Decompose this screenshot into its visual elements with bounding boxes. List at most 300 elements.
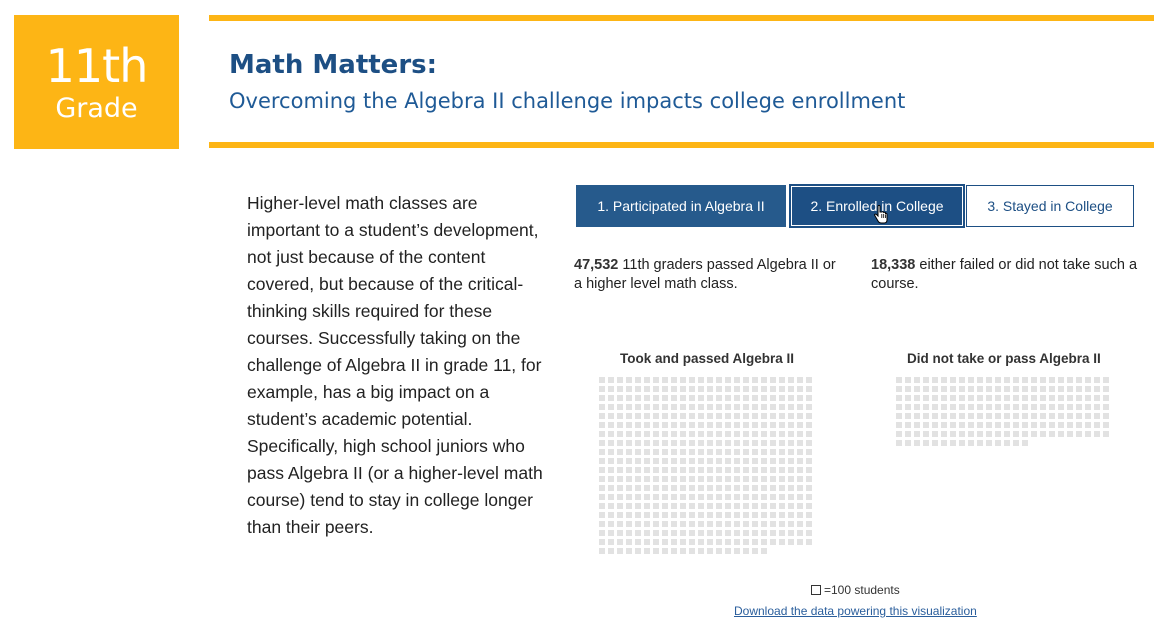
- waffle-square: [698, 377, 704, 383]
- waffle-square: [599, 512, 605, 518]
- tab-participated-algebra[interactable]: 1. Participated in Algebra II: [576, 185, 786, 227]
- waffle-square: [743, 467, 749, 473]
- waffle-square: [662, 530, 668, 536]
- waffle-square: [914, 422, 920, 428]
- waffle-square: [662, 503, 668, 509]
- waffle-square: [788, 431, 794, 437]
- waffle-square: [770, 422, 776, 428]
- waffle-square: [1004, 395, 1010, 401]
- waffle-square: [653, 512, 659, 518]
- waffle-square: [896, 413, 902, 419]
- waffle-square: [1040, 431, 1046, 437]
- waffle-square: [626, 395, 632, 401]
- waffle-square: [707, 539, 713, 545]
- waffle-square: [617, 431, 623, 437]
- waffle-square: [743, 440, 749, 446]
- waffle-square: [725, 467, 731, 473]
- waffle-square: [662, 440, 668, 446]
- waffle-square: [725, 548, 731, 554]
- waffle-square: [707, 449, 713, 455]
- waffle-square: [932, 431, 938, 437]
- waffle-square: [977, 386, 983, 392]
- waffle-square: [662, 548, 668, 554]
- waffle-square: [662, 386, 668, 392]
- waffle-square: [779, 476, 785, 482]
- waffle-square: [698, 467, 704, 473]
- waffle-square: [905, 431, 911, 437]
- waffle-square: [653, 548, 659, 554]
- waffle-square: [788, 386, 794, 392]
- waffle-square: [635, 503, 641, 509]
- waffle-square: [1013, 413, 1019, 419]
- waffle-square: [770, 494, 776, 500]
- waffle-square: [761, 494, 767, 500]
- waffle-square: [680, 521, 686, 527]
- waffle-square: [797, 458, 803, 464]
- waffle-square: [707, 440, 713, 446]
- waffle-square: [941, 431, 947, 437]
- waffle-square: [770, 503, 776, 509]
- waffle-square: [923, 386, 929, 392]
- waffle-square: [671, 449, 677, 455]
- waffle-square: [617, 503, 623, 509]
- waffle-square: [779, 449, 785, 455]
- waffle-square: [644, 503, 650, 509]
- waffle-square: [770, 386, 776, 392]
- waffle-square: [725, 404, 731, 410]
- waffle-square: [725, 395, 731, 401]
- waffle-square: [752, 413, 758, 419]
- waffle-square: [779, 377, 785, 383]
- waffle-square: [905, 395, 911, 401]
- waffle-square: [734, 539, 740, 545]
- waffle-square: [599, 386, 605, 392]
- waffle-square: [725, 512, 731, 518]
- waffle-square: [752, 539, 758, 545]
- waffle-square: [626, 539, 632, 545]
- waffle-square: [599, 530, 605, 536]
- waffle-square: [1004, 404, 1010, 410]
- waffle-square: [644, 539, 650, 545]
- waffle-square: [716, 476, 722, 482]
- waffle-square: [707, 467, 713, 473]
- waffle-square: [950, 440, 956, 446]
- waffle-square: [599, 449, 605, 455]
- waffle-square: [905, 386, 911, 392]
- waffle-square: [617, 386, 623, 392]
- waffle-square: [932, 422, 938, 428]
- waffle-square: [905, 422, 911, 428]
- legend-square-icon: [811, 585, 821, 595]
- waffle-square: [752, 458, 758, 464]
- waffle-square: [716, 395, 722, 401]
- waffle-square: [788, 494, 794, 500]
- waffle-square: [653, 404, 659, 410]
- waffle-square: [941, 422, 947, 428]
- waffle-square: [1067, 386, 1073, 392]
- waffle-square: [1031, 422, 1037, 428]
- waffle-square: [905, 404, 911, 410]
- waffle-square: [743, 503, 749, 509]
- waffle-square: [1067, 404, 1073, 410]
- waffle-square: [761, 386, 767, 392]
- waffle-square: [707, 377, 713, 383]
- waffle-square: [608, 521, 614, 527]
- waffle-square: [1067, 377, 1073, 383]
- waffle-square: [653, 539, 659, 545]
- waffle-square: [968, 386, 974, 392]
- waffle-square: [635, 458, 641, 464]
- waffle-square: [635, 530, 641, 536]
- tab-enrolled-college[interactable]: 2. Enrolled in College: [790, 185, 964, 227]
- waffle-square: [599, 485, 605, 491]
- waffle-square: [644, 467, 650, 473]
- waffle-square: [995, 440, 1001, 446]
- waffle-square: [995, 395, 1001, 401]
- waffle-square: [626, 548, 632, 554]
- waffle-square: [644, 440, 650, 446]
- waffle-square: [1013, 431, 1019, 437]
- waffle-square: [986, 395, 992, 401]
- waffle-square: [761, 539, 767, 545]
- waffle-square: [779, 440, 785, 446]
- waffle-square: [635, 494, 641, 500]
- waffle-square: [653, 494, 659, 500]
- waffle-square: [1076, 386, 1082, 392]
- waffle-square: [707, 395, 713, 401]
- waffle-square: [671, 404, 677, 410]
- waffle-square: [950, 431, 956, 437]
- waffle-square: [707, 521, 713, 527]
- waffle-square: [617, 404, 623, 410]
- header-top-rule: [209, 15, 1154, 21]
- waffle-square: [788, 467, 794, 473]
- waffle-square: [1013, 440, 1019, 446]
- waffle-square: [1103, 395, 1109, 401]
- waffle-square: [1094, 377, 1100, 383]
- waffle-square: [644, 404, 650, 410]
- waffle-square: [752, 449, 758, 455]
- waffle-square: [779, 422, 785, 428]
- waffle-square: [716, 530, 722, 536]
- waffle-square: [752, 404, 758, 410]
- waffle-square: [797, 449, 803, 455]
- waffle-square: [770, 476, 776, 482]
- waffle-square: [905, 413, 911, 419]
- waffle-square: [977, 377, 983, 383]
- waffle-square: [788, 422, 794, 428]
- stat-passed-text: 11th graders passed Algebra II or a higher level math class.: [574, 257, 836, 292]
- waffle-square: [761, 548, 767, 554]
- waffle-square: [743, 476, 749, 482]
- waffle-square: [1004, 413, 1010, 419]
- waffle-square: [788, 377, 794, 383]
- waffle-square: [1103, 413, 1109, 419]
- waffle-square: [716, 440, 722, 446]
- waffle-square: [743, 521, 749, 527]
- waffle-square: [608, 449, 614, 455]
- hand-pointer-icon: [873, 205, 889, 225]
- waffle-square: [797, 512, 803, 518]
- waffle-square: [752, 467, 758, 473]
- waffle-square: [986, 413, 992, 419]
- waffle-square: [923, 440, 929, 446]
- waffle-square: [788, 521, 794, 527]
- waffle-square: [671, 440, 677, 446]
- waffle-square: [698, 413, 704, 419]
- waffle-square: [635, 422, 641, 428]
- waffle-square: [680, 485, 686, 491]
- waffle-square: [635, 431, 641, 437]
- waffle-square: [806, 413, 812, 419]
- waffle-square: [689, 458, 695, 464]
- waffle-square: [797, 530, 803, 536]
- waffle-square: [725, 386, 731, 392]
- waffle-square: [779, 431, 785, 437]
- waffle-square: [707, 386, 713, 392]
- waffle-square: [653, 530, 659, 536]
- waffle-square: [788, 413, 794, 419]
- waffle-square: [1094, 413, 1100, 419]
- waffle-square: [707, 503, 713, 509]
- waffle-square: [752, 422, 758, 428]
- waffle-square: [716, 512, 722, 518]
- waffle-square: [761, 530, 767, 536]
- waffle-square: [626, 377, 632, 383]
- waffle-square: [617, 467, 623, 473]
- waffle-square: [644, 548, 650, 554]
- waffle-square: [689, 476, 695, 482]
- waffle-square: [1013, 386, 1019, 392]
- waffle-square: [1076, 377, 1082, 383]
- waffle-square: [788, 476, 794, 482]
- waffle-square: [608, 503, 614, 509]
- waffle-square: [968, 395, 974, 401]
- waffle-square: [743, 431, 749, 437]
- waffle-square: [680, 449, 686, 455]
- waffle-square: [608, 494, 614, 500]
- waffle-square: [968, 431, 974, 437]
- waffle-square: [797, 377, 803, 383]
- waffle-square: [1040, 395, 1046, 401]
- waffle-square: [689, 395, 695, 401]
- waffle-square: [761, 431, 767, 437]
- waffle-square: [653, 413, 659, 419]
- waffle-square: [959, 422, 965, 428]
- waffle-square: [689, 539, 695, 545]
- waffle-square: [599, 467, 605, 473]
- waffle-square: [635, 386, 641, 392]
- waffle-square: [1049, 395, 1055, 401]
- waffle-square: [725, 494, 731, 500]
- waffle-square: [734, 386, 740, 392]
- waffle-square: [1058, 422, 1064, 428]
- waffle-square: [725, 431, 731, 437]
- waffle-square: [689, 413, 695, 419]
- waffle-square: [797, 503, 803, 509]
- waffle-square: [1004, 440, 1010, 446]
- waffle-square: [941, 404, 947, 410]
- waffle-square: [995, 413, 1001, 419]
- waffle-square: [1013, 404, 1019, 410]
- waffle-square: [734, 512, 740, 518]
- waffle-square: [1058, 386, 1064, 392]
- waffle-right-title: Did not take or pass Algebra II: [907, 351, 1101, 366]
- waffle-square: [1004, 386, 1010, 392]
- waffle-square: [608, 413, 614, 419]
- waffle-square: [608, 386, 614, 392]
- waffle-square: [1022, 422, 1028, 428]
- waffle-square: [1049, 404, 1055, 410]
- waffle-square: [599, 422, 605, 428]
- waffle-square: [617, 377, 623, 383]
- waffle-square: [698, 395, 704, 401]
- waffle-square: [653, 440, 659, 446]
- waffle-square: [806, 404, 812, 410]
- waffle-square: [734, 395, 740, 401]
- waffle-square: [653, 521, 659, 527]
- waffle-square: [914, 440, 920, 446]
- waffle-square: [797, 476, 803, 482]
- waffle-square: [608, 377, 614, 383]
- waffle-square: [770, 485, 776, 491]
- waffle-square: [914, 431, 920, 437]
- waffle-square: [626, 485, 632, 491]
- waffle-square: [734, 422, 740, 428]
- waffle-square: [806, 386, 812, 392]
- waffle-square: [1076, 404, 1082, 410]
- legend: [811, 583, 900, 597]
- waffle-square: [680, 530, 686, 536]
- waffle-square: [896, 395, 902, 401]
- waffle-square: [932, 440, 938, 446]
- waffle-square: [698, 503, 704, 509]
- waffle-square: [617, 395, 623, 401]
- waffle-square: [896, 404, 902, 410]
- waffle-square: [734, 476, 740, 482]
- waffle-square: [1076, 413, 1082, 419]
- waffle-square: [1040, 413, 1046, 419]
- waffle-square: [689, 467, 695, 473]
- waffle-square: [734, 404, 740, 410]
- waffle-square: [734, 377, 740, 383]
- waffle-square: [977, 404, 983, 410]
- waffle-square: [1094, 395, 1100, 401]
- waffle-square: [698, 521, 704, 527]
- waffle-square: [662, 395, 668, 401]
- waffle-square: [671, 494, 677, 500]
- waffle-square: [725, 485, 731, 491]
- waffle-square: [635, 440, 641, 446]
- waffle-square: [779, 386, 785, 392]
- waffle-square: [599, 440, 605, 446]
- waffle-square: [617, 530, 623, 536]
- waffle-square: [797, 521, 803, 527]
- waffle-square: [707, 422, 713, 428]
- waffle-square: [986, 386, 992, 392]
- waffle-square: [1049, 377, 1055, 383]
- waffle-square: [986, 440, 992, 446]
- waffle-square: [1031, 395, 1037, 401]
- waffle-square: [716, 521, 722, 527]
- waffle-square: [905, 377, 911, 383]
- download-data-link[interactable]: Download the data powering this visualization: [734, 604, 977, 618]
- waffle-square: [734, 548, 740, 554]
- waffle-square: [680, 413, 686, 419]
- waffle-square: [932, 386, 938, 392]
- waffle-square: [968, 422, 974, 428]
- waffle-square: [950, 386, 956, 392]
- waffle-square: [1058, 404, 1064, 410]
- waffle-square: [680, 467, 686, 473]
- waffle-square: [1031, 404, 1037, 410]
- waffle-square: [608, 467, 614, 473]
- waffle-square: [1094, 404, 1100, 410]
- waffle-square: [635, 476, 641, 482]
- waffle-square: [770, 404, 776, 410]
- waffle-square: [698, 449, 704, 455]
- waffle-square: [1094, 386, 1100, 392]
- waffle-square: [698, 530, 704, 536]
- waffle-square: [662, 431, 668, 437]
- waffle-square: [779, 395, 785, 401]
- waffle-square: [770, 467, 776, 473]
- waffle-square: [599, 404, 605, 410]
- waffle-square: [626, 458, 632, 464]
- waffle-square: [950, 395, 956, 401]
- waffle-square: [761, 458, 767, 464]
- waffle-square: [1076, 395, 1082, 401]
- waffle-square: [644, 521, 650, 527]
- waffle-square: [662, 521, 668, 527]
- waffle-square: [599, 395, 605, 401]
- waffle-square: [806, 512, 812, 518]
- waffle-square: [779, 494, 785, 500]
- waffle-square: [599, 431, 605, 437]
- waffle-square: [806, 467, 812, 473]
- waffle-square: [599, 377, 605, 383]
- waffle-square: [671, 512, 677, 518]
- waffle-square: [1031, 413, 1037, 419]
- tab-stayed-college[interactable]: 3. Stayed in College: [966, 185, 1134, 227]
- waffle-square: [653, 431, 659, 437]
- waffle-square: [761, 485, 767, 491]
- waffle-square: [653, 449, 659, 455]
- waffle-square: [653, 386, 659, 392]
- waffle-square: [797, 386, 803, 392]
- waffle-square: [635, 521, 641, 527]
- waffle-square: [716, 503, 722, 509]
- waffle-square: [806, 458, 812, 464]
- waffle-square: [734, 494, 740, 500]
- waffle-square: [653, 395, 659, 401]
- waffle-square: [743, 395, 749, 401]
- waffle-square: [959, 386, 965, 392]
- waffle-square: [1085, 431, 1091, 437]
- waffle-square: [752, 548, 758, 554]
- waffle-square: [671, 386, 677, 392]
- waffle-square: [680, 494, 686, 500]
- waffle-square: [797, 404, 803, 410]
- waffle-square: [932, 395, 938, 401]
- waffle-square: [644, 413, 650, 419]
- waffle-square: [941, 377, 947, 383]
- waffle-square: [626, 386, 632, 392]
- waffle-square: [770, 458, 776, 464]
- waffle-square: [644, 494, 650, 500]
- waffle-square: [1022, 413, 1028, 419]
- waffle-square: [644, 422, 650, 428]
